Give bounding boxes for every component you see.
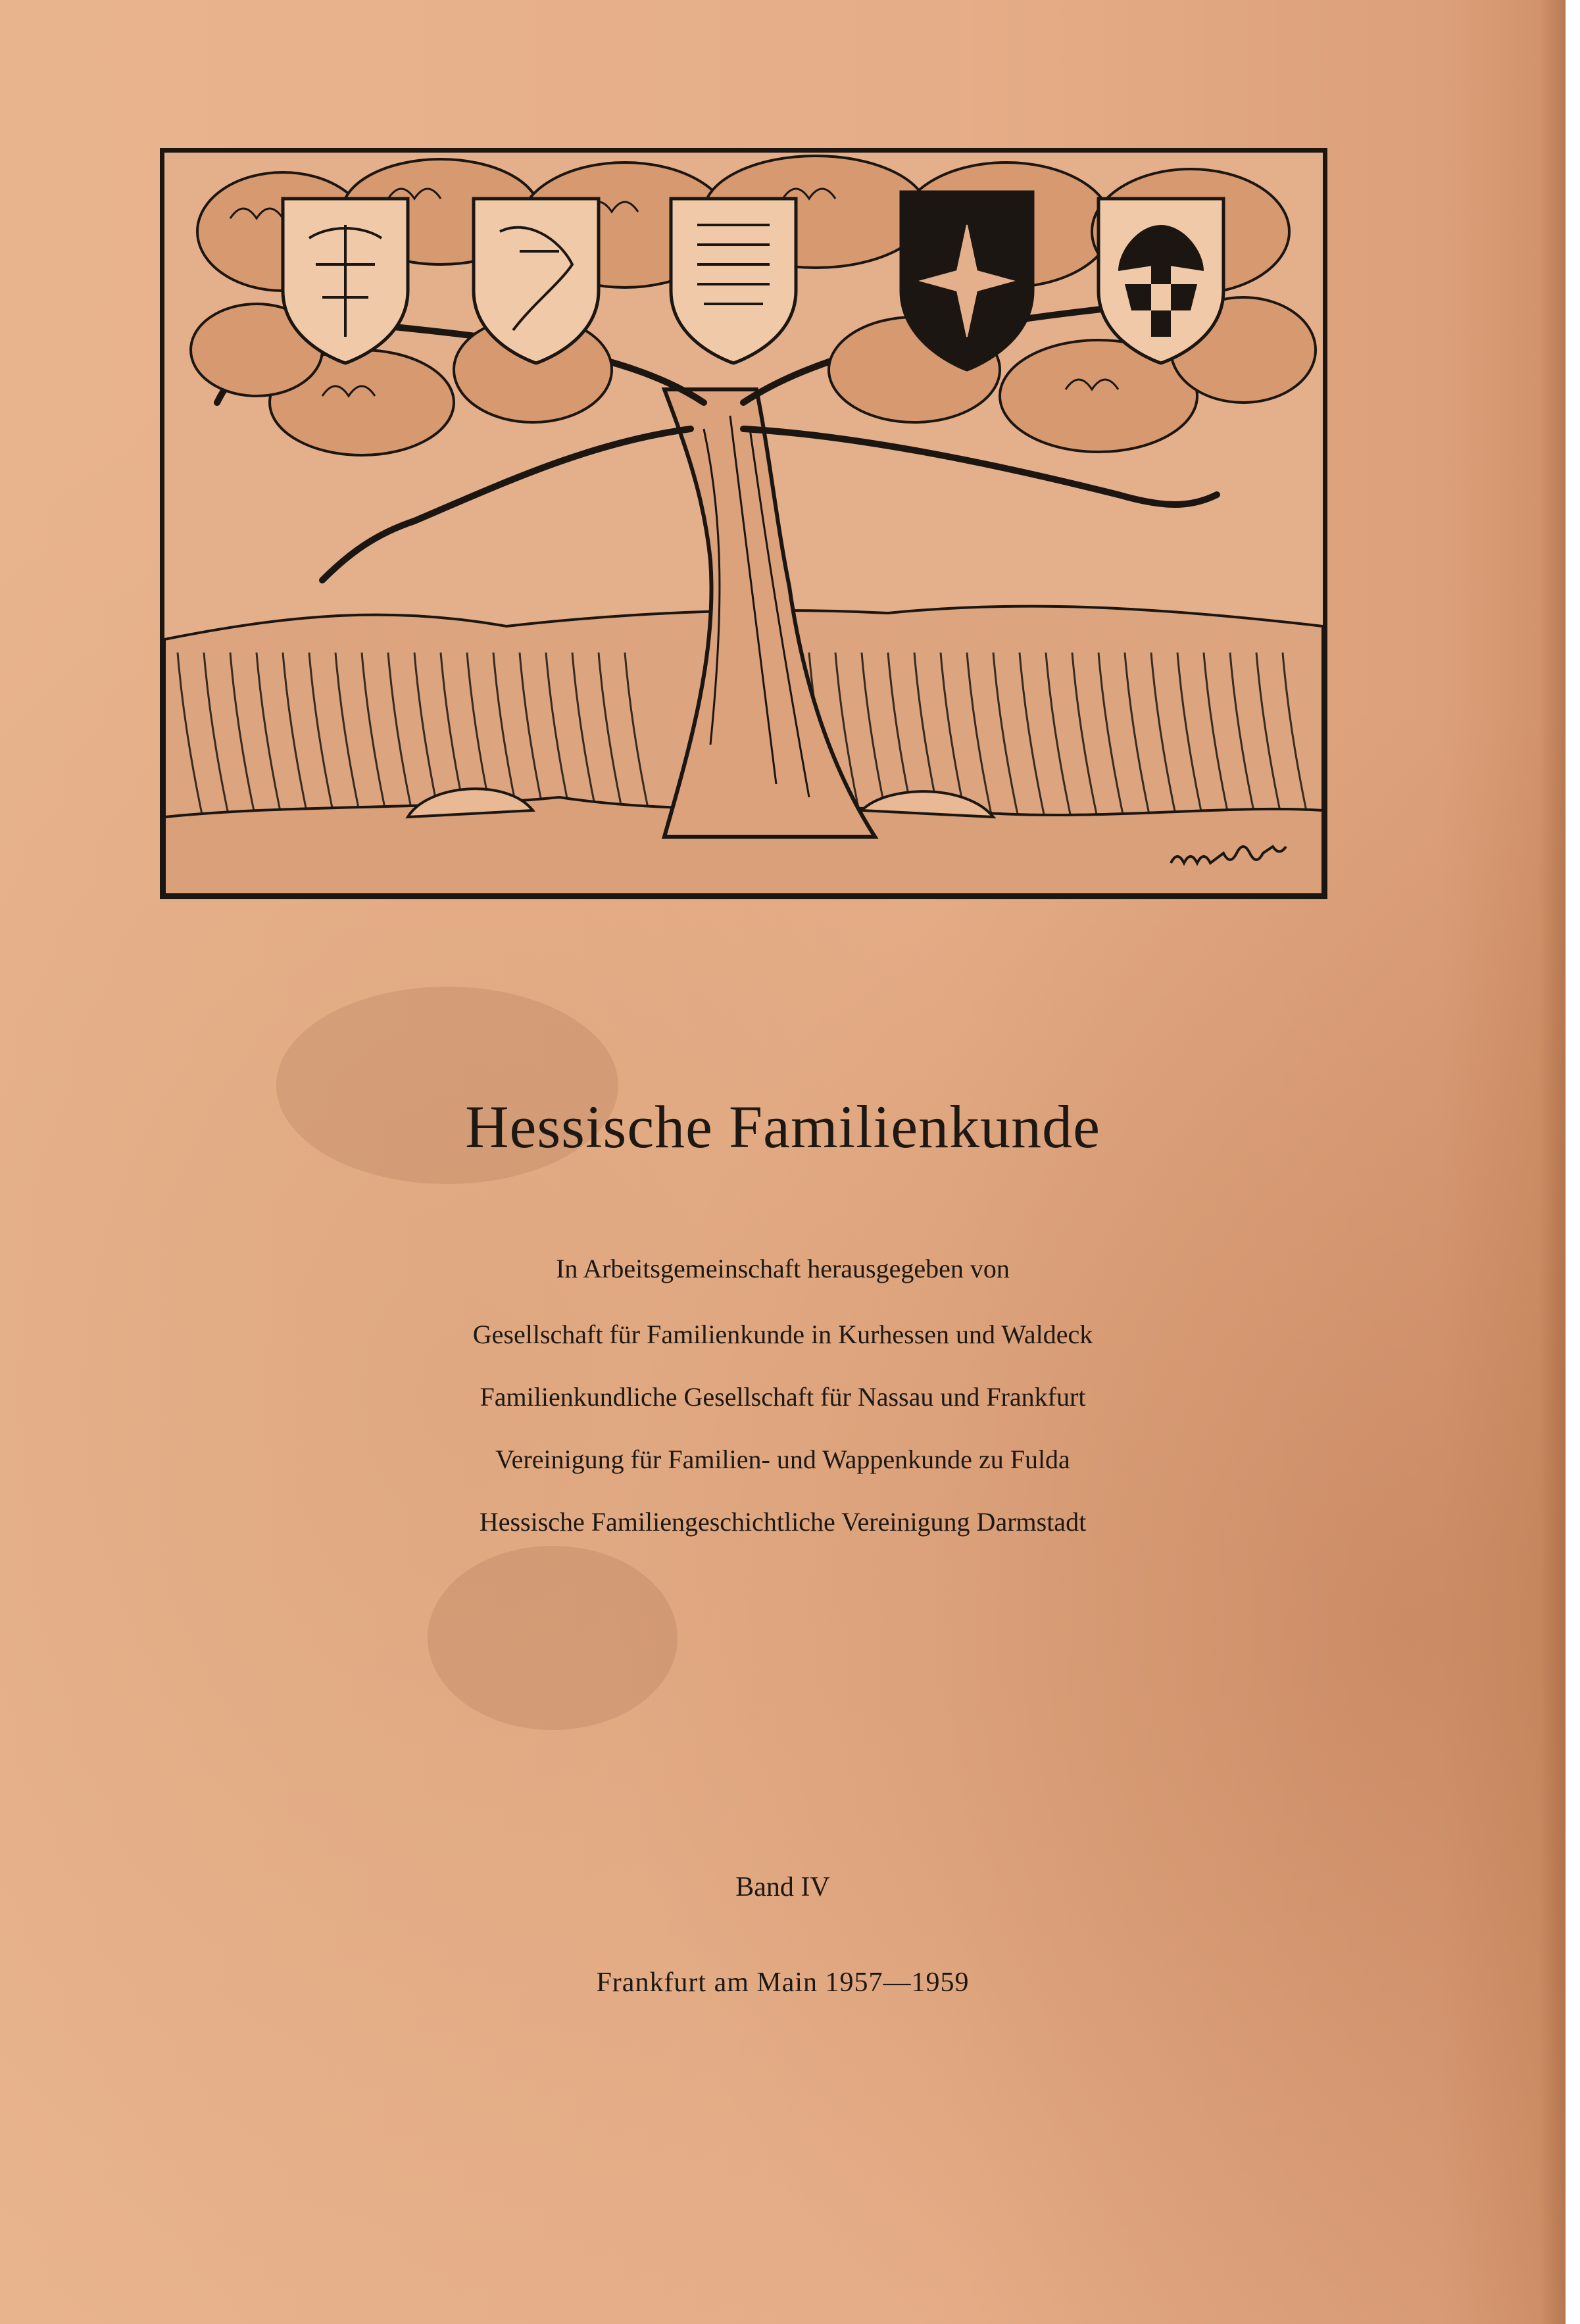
tree-illustration: [160, 148, 1327, 899]
publication-place-date: Frankfurt am Main 1957—1959: [596, 1967, 970, 1998]
publisher-line: Hessische Familiengeschichtliche Vereinigung Darmstadt: [479, 1507, 1087, 1537]
tree-drawing: [164, 153, 1323, 895]
publisher-intro-line: In Arbeitsgemeinschaft herausgegeben von: [556, 1254, 1010, 1283]
publisher-line: Vereinigung für Familien- und Wappenkunde zu Fulda: [495, 1445, 1070, 1474]
paper-stain: [428, 1546, 678, 1730]
publisher-line: Gesellschaft für Familienkunde in Kurhessen und Waldeck: [472, 1320, 1093, 1349]
publisher-line: Familienkundliche Gesellschaft für Nassau und Frankfurt: [480, 1382, 1086, 1412]
document-title: Hessische Familienkunde: [465, 1093, 1100, 1160]
volume-label: Band IV: [735, 1872, 830, 1902]
